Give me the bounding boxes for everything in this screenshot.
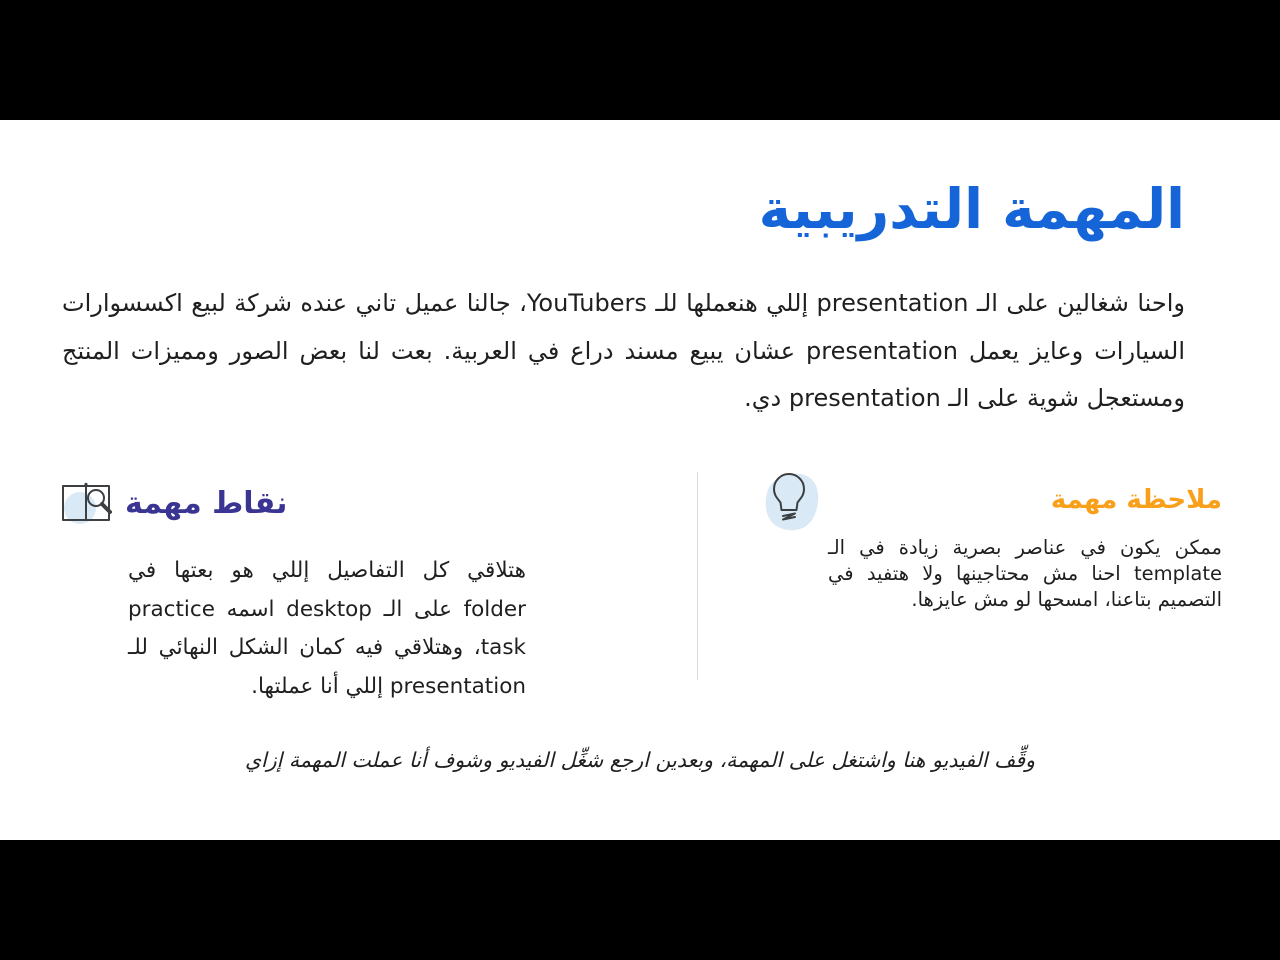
letterbox-bottom	[0, 840, 1280, 960]
footer-instruction: وقِّف الفيديو هنا واشتغل على المهمة، وبعدين ارجع شغِّل الفيديو وشوف أنا عملت المهمة إزاي	[245, 748, 1035, 772]
note-heading: ملاحظة مهمة	[1050, 485, 1222, 515]
letterbox-top	[0, 0, 1280, 120]
column-divider	[697, 472, 698, 680]
lightbulb-icon	[760, 468, 822, 536]
intro-paragraph: واحنا شغالين على الـ presentation إللي هنعملها للـ YouTubers، جالنا عميل تاني عنده شركة لبيع اكسسوارات السيارات وعايز يعمل presentation عشان يبيع مسند دراع في العربية. بعت لنا بعض الصور ومميزات المنتج ومستعجل شوية على الـ presentation دي.	[62, 289, 1185, 412]
slide-title: المهمة التدريبية	[758, 177, 1185, 241]
points-body-text: هتلاقي كل التفاصيل إللي هو بعتها في folder على الـ desktop اسمه practice task، وهتلاقي فيه كمان الشكل النهائي للـ presentation إللي أنا عملتها.	[128, 558, 526, 699]
presentation-slide	[0, 120, 1280, 840]
open-book-magnifier-icon	[58, 478, 116, 528]
note-body-text: ممكن يكون في عناصر بصرية زيادة في الـ template احنا مش محتاجينها ولا هتفيد في التصميم بتاعنا، امسحها لو مش عايزها.	[828, 536, 1222, 611]
points-heading: نقاط مهمة	[125, 486, 288, 521]
